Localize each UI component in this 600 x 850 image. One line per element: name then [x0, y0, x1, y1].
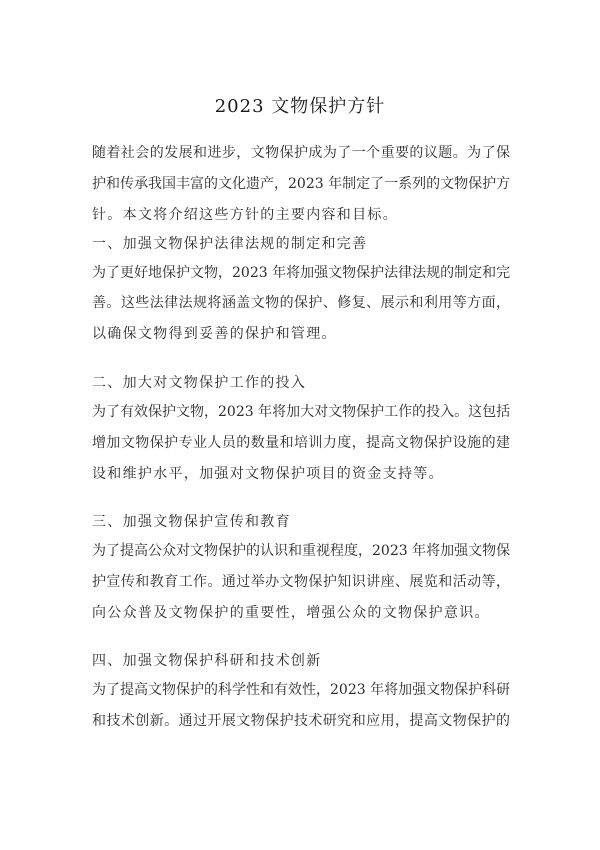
section-heading: 一、加强文物保护法律法规的制定和完善: [92, 236, 368, 252]
section-heading: 二、加大对文物保护工作的投入: [92, 375, 307, 391]
section-line: 向公众普及文物保护的重要性，增强公众的文物保护意识。: [92, 605, 490, 621]
intro-line: 针。本文将介绍这些方针的主要内容和目标。: [92, 207, 398, 223]
intro-line: 护和传承我国丰富的文化遗产，2023 年制定了一系列的文物保护方: [92, 176, 511, 192]
intro-line: 随着社会的发展和进步，文物保护成为了一个重要的议题。为了保: [92, 145, 510, 161]
section-heading: 四、加强文物保护科研和技术创新: [92, 653, 322, 669]
section-line: 为了有效保护文物，2023 年将加大对文物保护工作的投入。这包括: [92, 404, 511, 420]
section-line: 设和维护水平，加强对文物保护项目的资金支持等。: [92, 466, 444, 482]
section-heading: 三、加强文物保护宣传和教育: [92, 514, 291, 530]
section-line: 增加文物保护专业人员的数量和培训力度，提高文物保护设施的建: [92, 435, 510, 451]
document-title: 2023 文物保护方针: [214, 96, 386, 117]
section-line: 为了提高文物保护的科学性和有效性，2023 年将加强文物保护科研: [92, 682, 511, 698]
section-line: 为了提高公众对文物保护的认识和重视程度，2023 年将加强文物保: [92, 543, 511, 559]
section-line: 为了更好地保护文物，2023 年将加强文物保护法律法规的制定和完: [92, 265, 511, 281]
section-line: 和技术创新。通过开展文物保护技术研究和应用，提高文物保护的: [92, 713, 510, 729]
section-line: 护宣传和教育工作。通过举办文物保护知识讲座、展览和活动等，: [92, 574, 510, 590]
section-line: 善。这些法律法规将涵盖文物的保护、修复、展示和利用等方面，: [92, 295, 510, 311]
section-line: 以确保文物得到妥善的保护和管理。: [92, 326, 337, 342]
